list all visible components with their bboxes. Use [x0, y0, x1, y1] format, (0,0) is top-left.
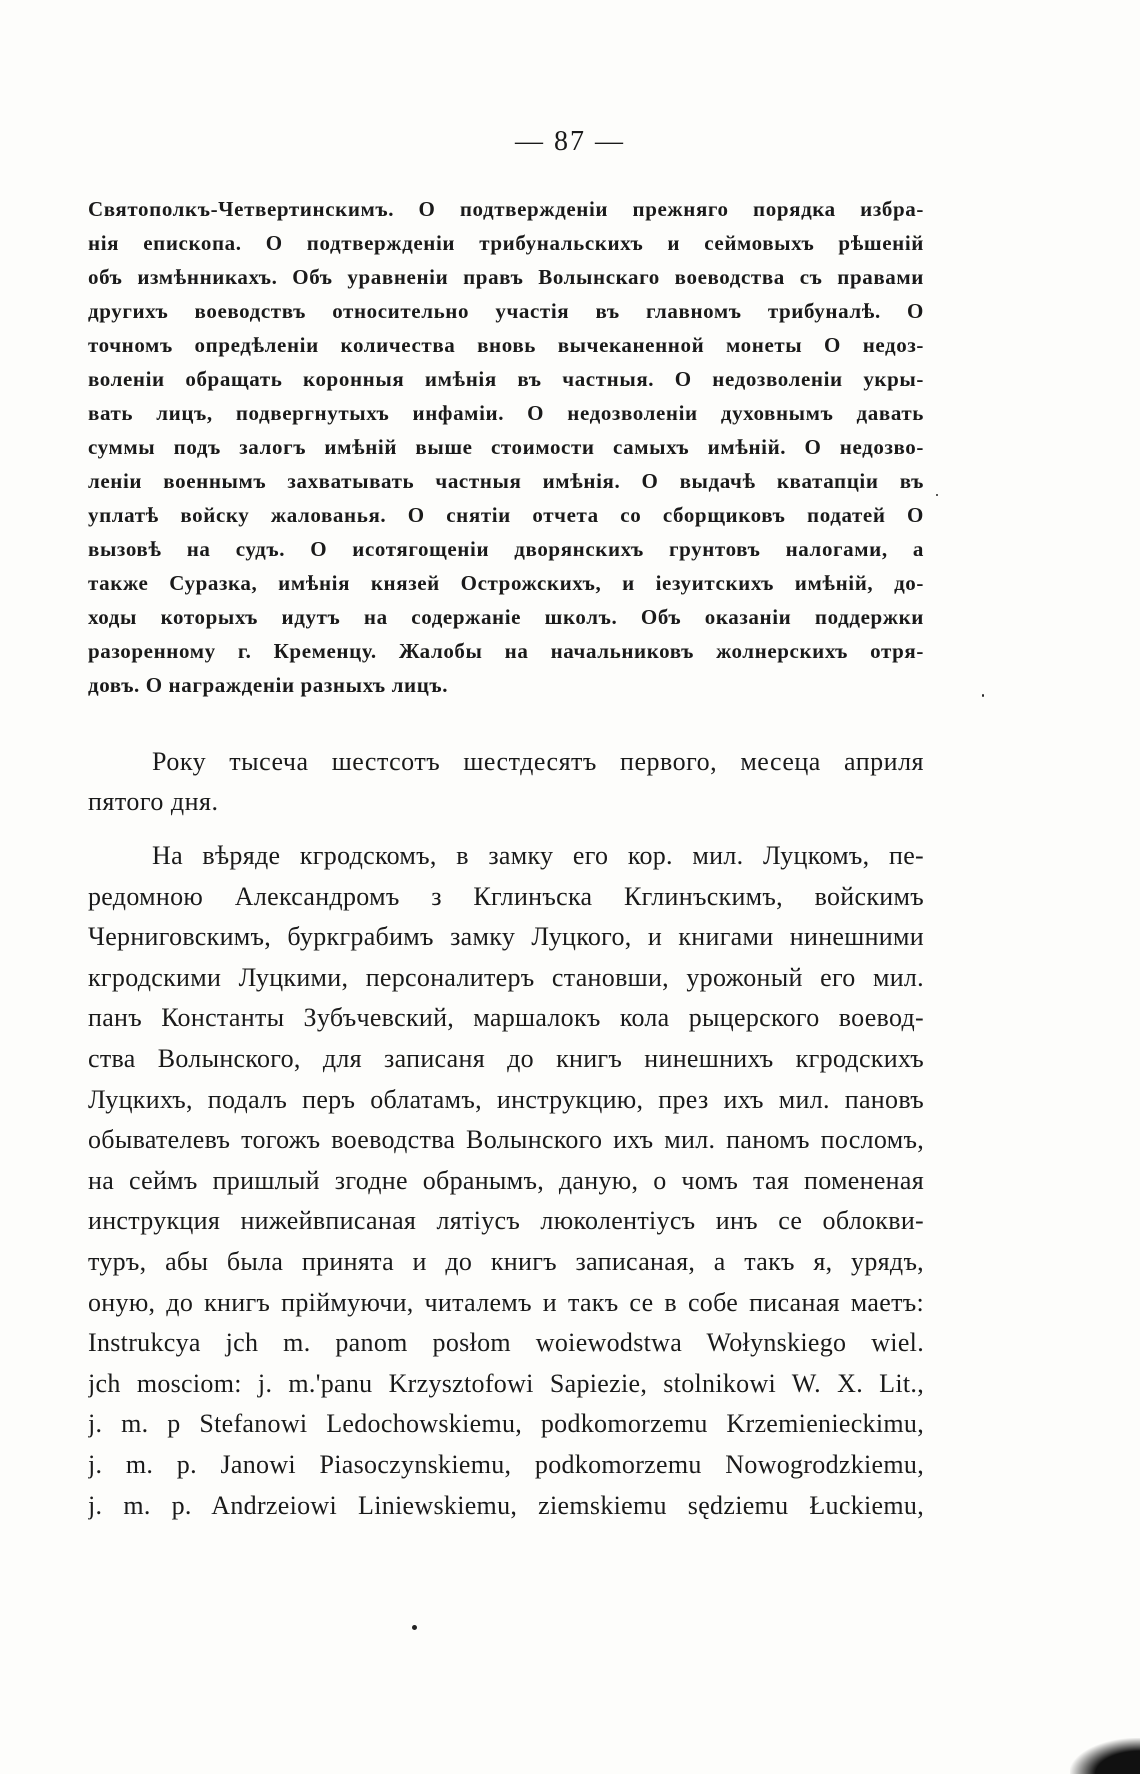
body-line: jch mosciom: j. m.'panu Krzysztofowi Sapiezie, stolnikowi W. X. Lit.,	[88, 1368, 924, 1398]
summary-line: объ измѣнникахъ. Объ уравненіи правъ Волынскаго воеводства съ правами	[88, 265, 924, 289]
summary-line: также Суразка, имѣнія князей Острожскихъ, и іезуитскихъ имѣній, до-	[88, 571, 924, 595]
body-line: туръ, абы была принята и до книгъ записаная, а такъ я, урядъ,	[88, 1246, 924, 1276]
summary-line: разоренному г. Кременцу. Жалобы на начальниковъ жолнерскихъ отря-	[88, 639, 924, 663]
body-line: Черниговскимъ, буркграбимъ замку Луцкого, и книгами нинешними	[88, 922, 924, 952]
ink-speck	[412, 1625, 417, 1630]
summary-line: суммы подъ залогъ имѣній выше стоимости самыхъ имѣній. О недозво-	[88, 435, 924, 459]
document-body	[88, 836, 924, 1526]
summary-line: леніи военнымъ захватывать частныя имѣнія. О выдачѣ кватапціи въ	[88, 469, 924, 493]
body-line: Instrukcya jch m. panom posłom woiewodstwa Wołynskiego wiel.	[88, 1328, 924, 1358]
body-line: редомною Александромъ з Кглинъска Кглинъскимъ, войскимъ	[88, 881, 924, 911]
body-line: панъ Константы Зубъчевский, маршалокъ кола рыцерского воевод-	[88, 1003, 924, 1033]
page-number: — 87 —	[515, 126, 625, 157]
summary-line: другихъ воеводствъ относительно участія въ главномъ трибуналѣ. О	[88, 299, 924, 323]
summary-line: довъ. О награжденіи разныхъ лицъ.	[88, 673, 449, 697]
date-line: Року тысеча шестсотъ шестдесятъ первого, месеца априля	[152, 747, 924, 776]
body-line: j. m. p. Janowi Piasoczynskiemu, podkomorzemu Nowogrodzkiemu,	[88, 1449, 924, 1479]
summary-line: вать лицъ, подвергнутыхъ инфаміи. О недозволеніи духовнымъ давать	[88, 401, 924, 425]
scan-corner-smudge	[1070, 1738, 1140, 1774]
date-paragraph	[88, 742, 924, 822]
summary-line: вызовѣ на судъ. О исотягощеніи дворянскихъ грунтовъ налогами, а	[88, 537, 924, 561]
summary-line: точномъ опредѣленіи количества вновь вычеканенной монеты О недоз-	[88, 333, 924, 357]
body-line: j. m. p Stefanowi Ledochowskiemu, podkomorzemu Krzemienieckimu,	[88, 1409, 924, 1439]
body-line: Луцкихъ, подалъ перъ облатамъ, инструкцию, през ихъ мил. пановъ	[88, 1084, 924, 1114]
ink-speck	[982, 694, 984, 697]
chapter-summary	[88, 192, 924, 702]
body-line: ства Волынского, для записаня до книгъ нинешнихъ кгродскихъ	[88, 1043, 924, 1073]
body-line: оную, до книгъ пріймуючи, читалемъ и такъ се в собе писаная маетъ:	[88, 1287, 924, 1317]
body-line: На вѣряде кгродскомъ, в замку его кор. мил. Луцкомъ, пе-	[152, 841, 924, 870]
summary-line: Святополкъ-Четвертинскимъ. О подтвержденіи прежняго порядка избра-	[88, 197, 924, 221]
body-line: обывателевъ тогожъ воеводства Волынского ихъ мил. паномъ посломъ,	[88, 1125, 924, 1155]
body-line: инструкция нижейвписаная лятіусъ люколентіусъ инъ се облокви-	[88, 1206, 924, 1236]
summary-line: уплатѣ войску жалованья. О снятіи отчета со сборщиковъ податей О	[88, 503, 924, 527]
ink-speck	[936, 494, 938, 496]
summary-line: ходы которыхъ идутъ на содержаніе школъ. Объ оказаніи поддержки	[88, 605, 924, 629]
date-line: пятого дня.	[88, 787, 219, 816]
summary-line: нія епископа. О подтвержденіи трибунальскихъ и сеймовыхъ рѣшеній	[88, 231, 924, 255]
body-line: j. m. p. Andrzeiowi Liniewskiemu, ziemskiemu sędziemu Łuckiemu,	[88, 1490, 924, 1520]
summary-line: воленіи обращать коронныя имѣнія въ частныя. О недозволеніи укры-	[88, 367, 924, 391]
body-line: на сеймъ пришлый згодне обранымъ, даную, о чомъ тая помененая	[88, 1165, 924, 1195]
body-line: кгродскими Луцкими, персоналитеръ становши, урожоный его мил.	[88, 962, 924, 992]
